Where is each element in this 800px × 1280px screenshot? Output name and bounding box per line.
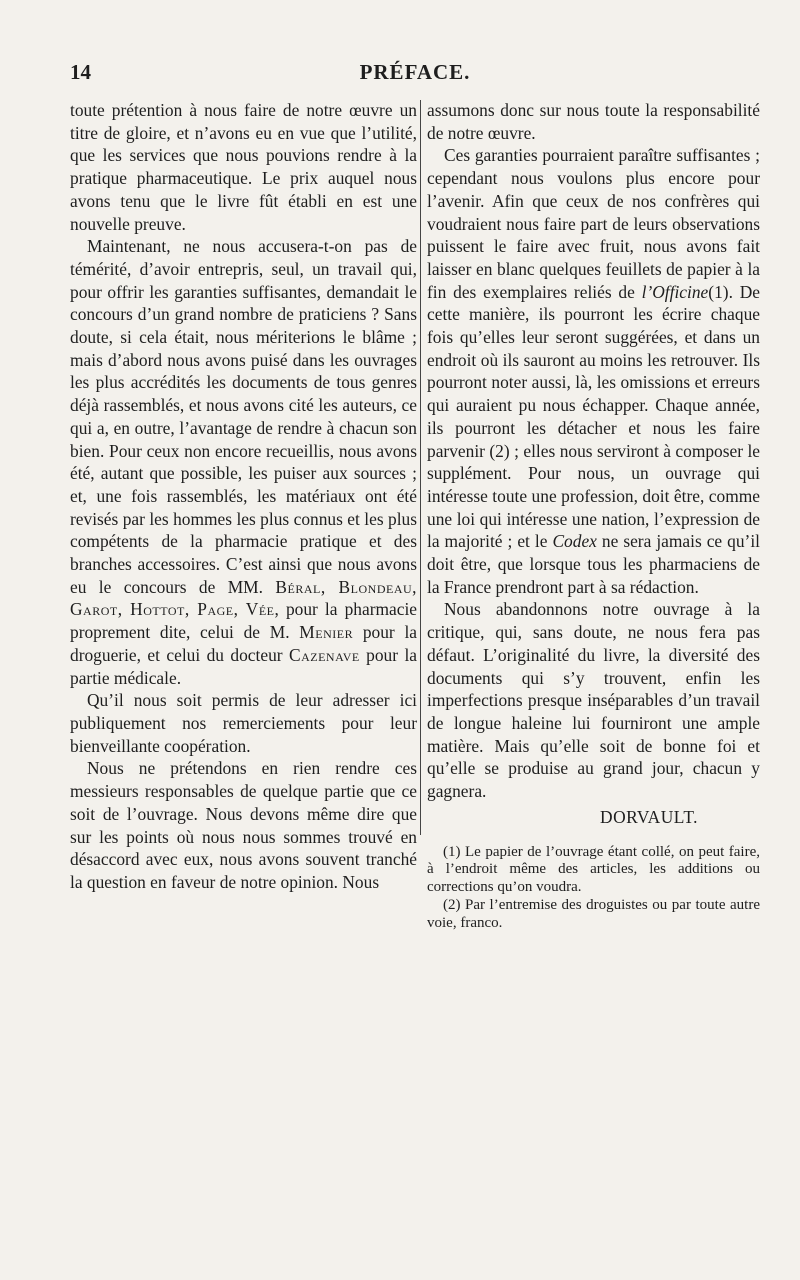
paragraph-text: ne sera jamais ce qu’il doit être, que lorsque tous les pharmaciens de la France prendront part à sa rédaction. — [427, 531, 760, 597]
paragraph — [427, 144, 760, 598]
footnote — [427, 897, 760, 932]
footnote-mark: (1) — [443, 843, 461, 860]
left-column — [70, 99, 417, 894]
footnotes — [427, 844, 760, 933]
paragraph-text: Maintenant, ne nous accusera-t-on pas de témérité, d’avoir entrepris, seul, un travail qui, pour offrir les garanties suffisantes, demandait le concours d’un grand nombre de praticiens ? Sans doute, si cela était, nous mériterions le blâme ; mais d’abord nous avons puisé dans les ouvrages les plus accrédités les documents de tous genres déjà rassemblés, et nous avons cité les auteurs, ce qui a, en outre, l’avantage de rendre à chacun son bien. Pour ceux non encore recueillis, nous avons été, autant que possible, les puiser aux sources ; et, une fois rassemblés, les matériaux ont été revisés par les hommes les plus connus et les plus compétents de la pharmacie pratique et des branches accessoires. C’est ainsi que nous avons eu le concours de MM. — [70, 236, 417, 597]
book-title: l’Officine — [641, 281, 709, 302]
paragraph: toute prétention à nous faire de notre œuvre un titre de gloire, et n’avons eu en vue que l’utilité, que les services que nous pouvions rendre à la pratique pharmaceutique. Le prix auquel nous avons tenu que le livre fût établi en est une nouvelle preuve. — [70, 100, 417, 234]
paragraph-text: pour la partie médicale. — [70, 644, 417, 688]
page-header — [70, 60, 760, 90]
paragraph — [70, 235, 417, 689]
paragraph-text: . De cette manière, ils pourront les écrire chaque fois qu’elles leur seront suggérées, et dans un endroit où ils sauront au moins les retrouver. Ils pourront noter aussi, là, les omissions et erreurs qui auraient pu nous échapper. Chaque année, ils pourront les détacher et nous les faire parvenir — [427, 281, 760, 461]
right-column — [427, 99, 760, 933]
paragraph: assumons donc sur nous toute la responsabilité de notre œuvre. — [427, 100, 760, 143]
contributor-name: Menier — [299, 622, 354, 643]
paragraph-text: , pour la pharmacie proprement dite, celui de M. — [70, 599, 418, 643]
page-number: 14 — [70, 60, 91, 84]
contributor-names: Béral, Blondeau, Garot, Hottot, Page, Vée — [70, 576, 417, 620]
paragraph: Nous abandonnons notre ouvrage à la critique, qui, sans doute, ne nous fera pas défaut. L’originalité du livre, la diversité des documents qui s’y trouvent, enfin les imperfections presque inséparables d’un travail de longue haleine lui fourniront une ample matière. Mais qu’elle soit de bonne foi et qu’elle se produise au grand jour, chacun y gagnera. — [427, 599, 760, 802]
paragraph: Nous ne prétendons en rien rendre ces messieurs responsables de quelque partie que ce soit de l’ouvrage. Nous devons même dire que sur les points où nous nous sommes trouvé en désaccord avec eux, nous avons souvent tranché la question en faveur de notre opinion. Nous — [70, 758, 417, 892]
paragraph-text: pour la droguerie, et celui du docteur — [70, 622, 417, 665]
footnote-text: Par l’entremise des droguistes ou par toute autre voie, franco. — [427, 897, 760, 931]
paragraph: Qu’il nous soit permis de leur adresser ici publiquement nos remerciements pour leur bienveillante coopération. — [70, 690, 417, 756]
footnote-ref: (2) — [489, 440, 510, 461]
footnote-ref: (1) — [708, 281, 729, 302]
footnote-mark: (2) — [443, 897, 461, 914]
paragraph-text: ; elles nous serviront à composer le supplément. Pour nous, un ouvrage qui intéresse toute une profession, doit être, comme une loi qui intéresse une nation, l’expression de la majorité ; et le — [427, 440, 760, 552]
footnote — [427, 844, 760, 897]
running-title: PRÉFACE. — [359, 60, 471, 84]
codex-title: Codex — [552, 531, 597, 552]
contributor-name: Cazenave — [289, 644, 360, 665]
paragraph-text: Ces garanties pourraient paraître suffisantes ; cependant nous voulons plus encore pour l’avenir. Afin que ceux de nos confrères qui voudraient nous faire part de leurs observations puissent le faire avec fruit, nous avons fait laisser en blanc quelques feuillets de papier à la fin des exemplaires reliés de — [427, 145, 760, 302]
signature: DORVAULT. — [600, 806, 698, 827]
column-divider — [420, 100, 421, 835]
footnote-text: Le papier de l’ouvrage étant collé, on peut faire, à l’endroit même des articles, les additions ou corrections qu’on voudra. — [427, 843, 760, 895]
